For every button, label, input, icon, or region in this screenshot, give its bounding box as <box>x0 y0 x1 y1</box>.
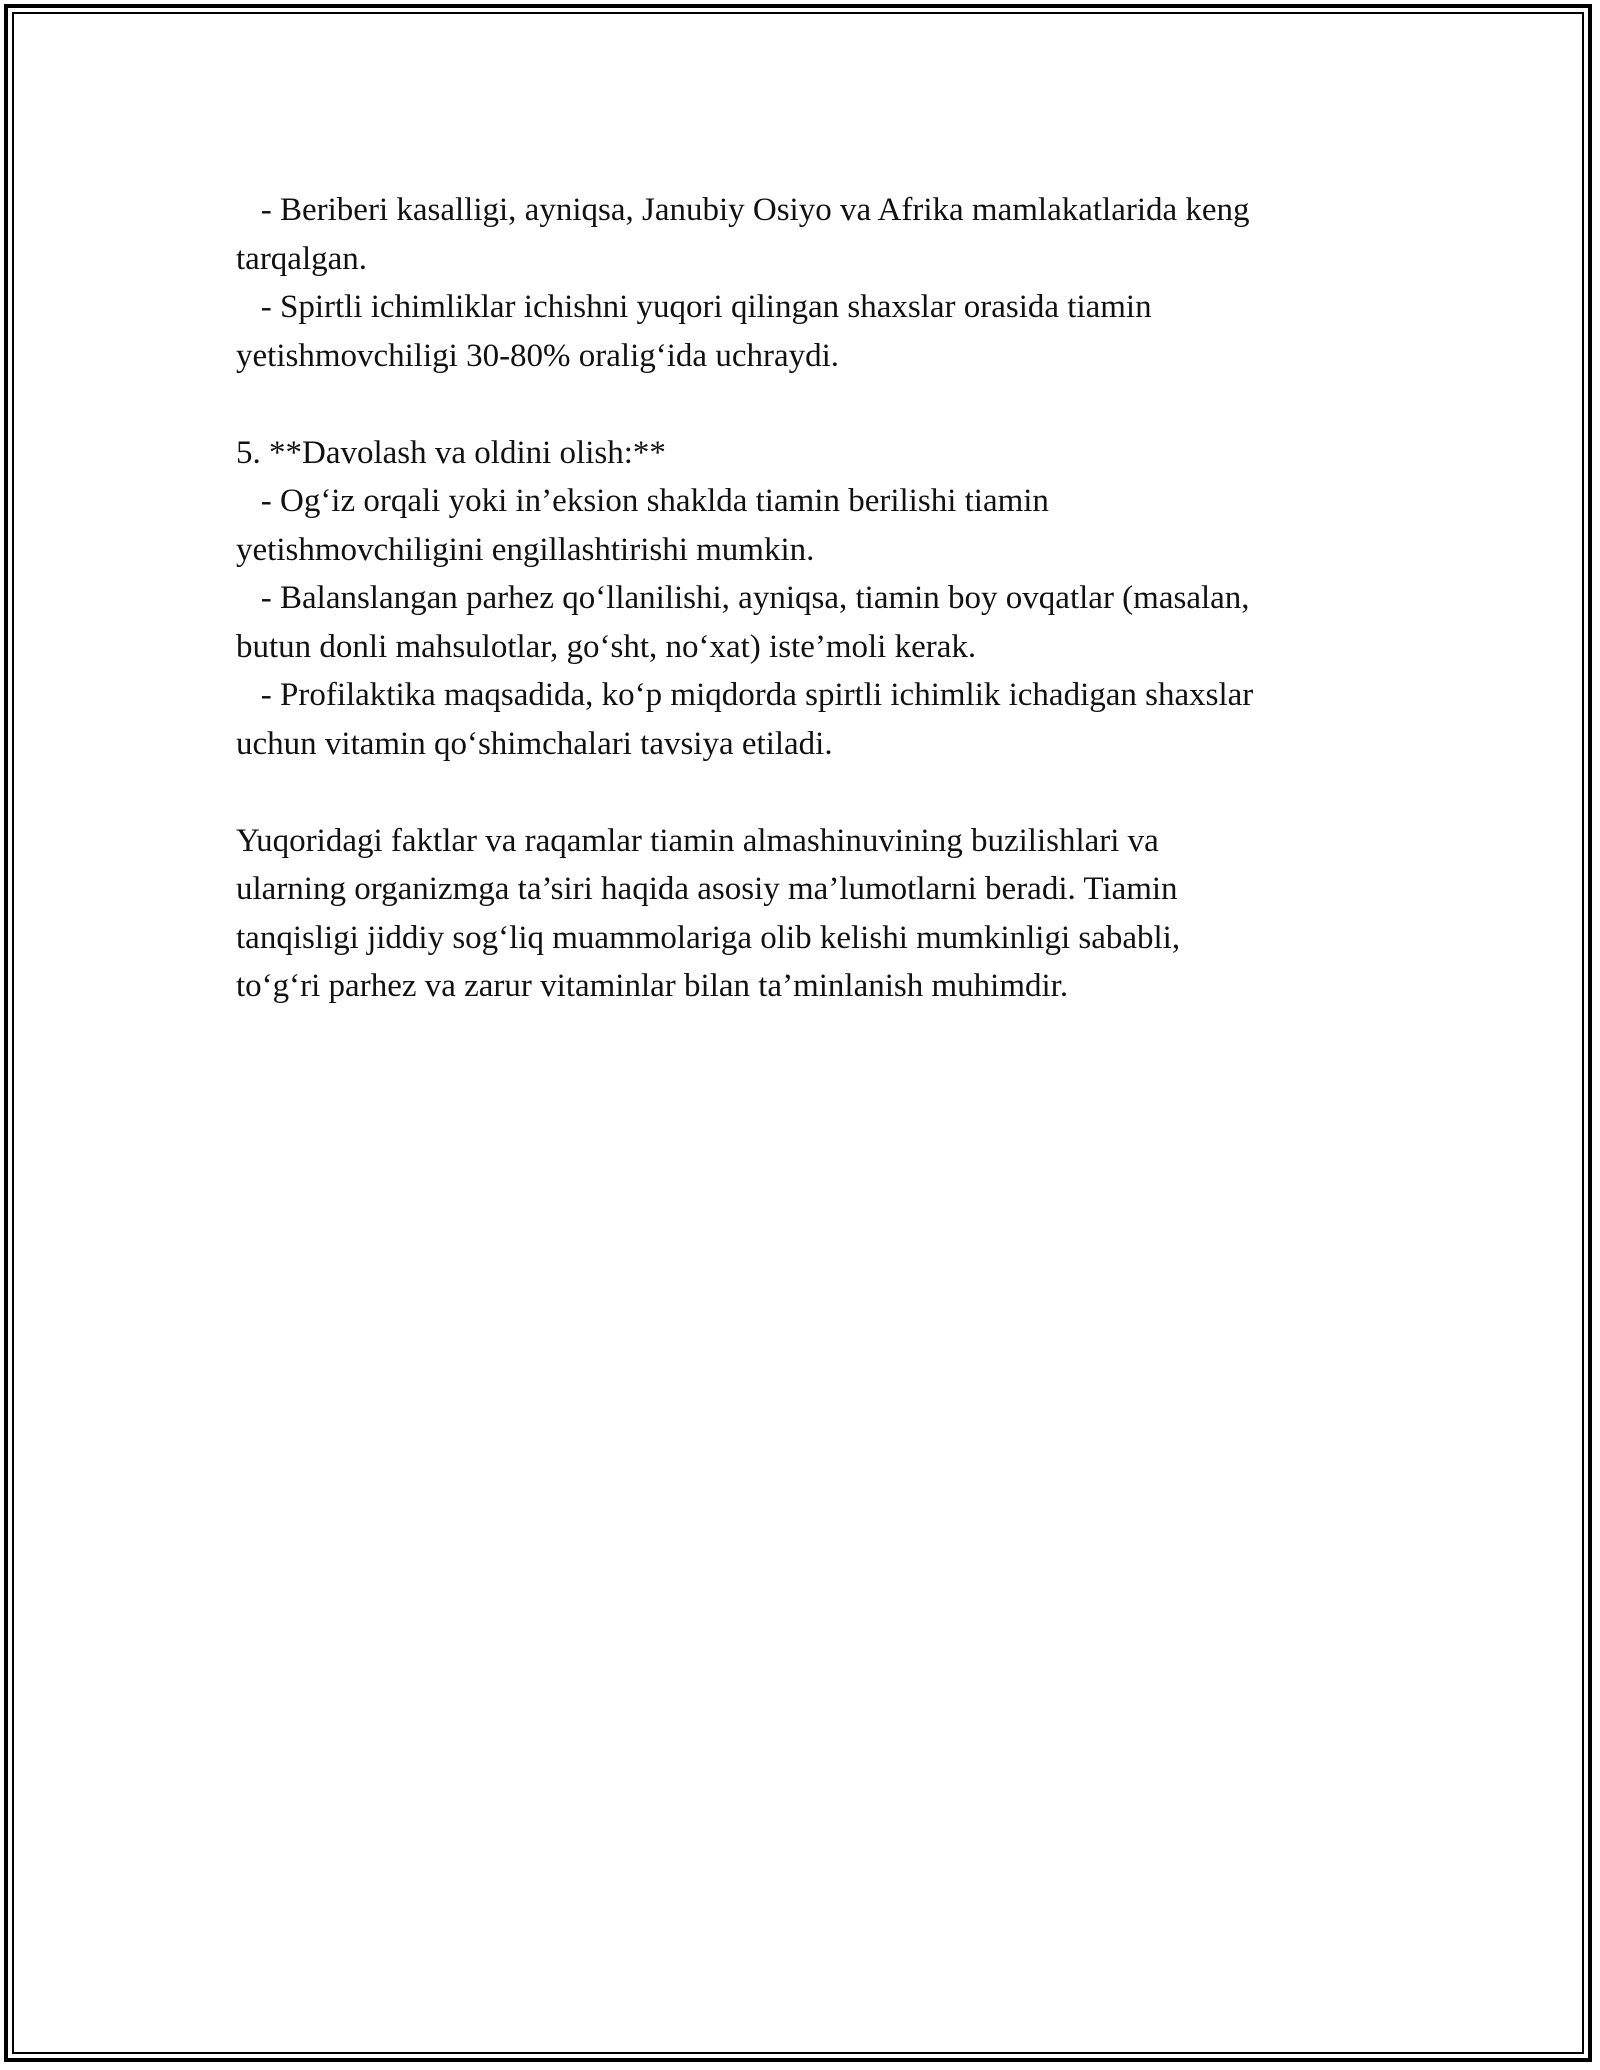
text-line: tanqisligi jiddiy sog‘liq muammolariga olib kelishi mumkinligi sababli, <box>236 919 1181 956</box>
paragraph-prevalence <box>236 186 1376 380</box>
text-line: to‘g‘ri parhez va zarur vitaminlar bilan ta’minlanish muhimdir. <box>236 968 1069 1004</box>
section-heading: 5. **Davolash va oldini olish:** <box>236 434 666 471</box>
paragraph-spacer <box>236 380 1376 429</box>
text-line: - Profilaktika maqsadida, ko‘p miqdorda spirtli ichimlik ichadigan shaxslar <box>236 677 1254 713</box>
document-body <box>236 186 1376 1011</box>
text-line: butun donli mahsulotlar, go‘sht, no‘xat) iste’moli kerak. <box>236 628 977 665</box>
text-line: - Balanslangan parhez qo‘llanilishi, ayniqsa, tiamin boy ovqatlar (masalan, <box>236 580 1250 616</box>
text-line: Yuqoridagi faktlar va raqamlar tiamin almashinuvining buzilishlari va <box>236 822 1159 859</box>
text-line: tarqalgan. <box>236 240 368 277</box>
paragraph-treatment <box>236 429 1376 769</box>
text-line: yetishmovchiligi 30-80% oralig‘ida uchraydi. <box>236 337 840 374</box>
text-line: uchun vitamin qo‘shimchalari tavsiya etiladi. <box>236 725 833 762</box>
text-line: ularning organizmga ta’siri haqida asosiy ma’lumotlarni beradi. Tiamin <box>236 871 1178 907</box>
paragraph-spacer <box>236 768 1376 817</box>
text-line: - Spirtli ichimliklar ichishni yuqori qilingan shaxslar orasida tiamin <box>236 289 1152 325</box>
text-line: yetishmovchiligini engillashtirishi mumkin. <box>236 531 815 568</box>
paragraph-conclusion <box>236 817 1376 1011</box>
text-line: - Beriberi kasalligi, ayniqsa, Janubiy Osiyo va Afrika mamlakatlarida keng <box>236 192 1250 228</box>
text-line: - Og‘iz orqali yoki in’eksion shaklda tiamin berilishi tiamin <box>236 483 1049 519</box>
